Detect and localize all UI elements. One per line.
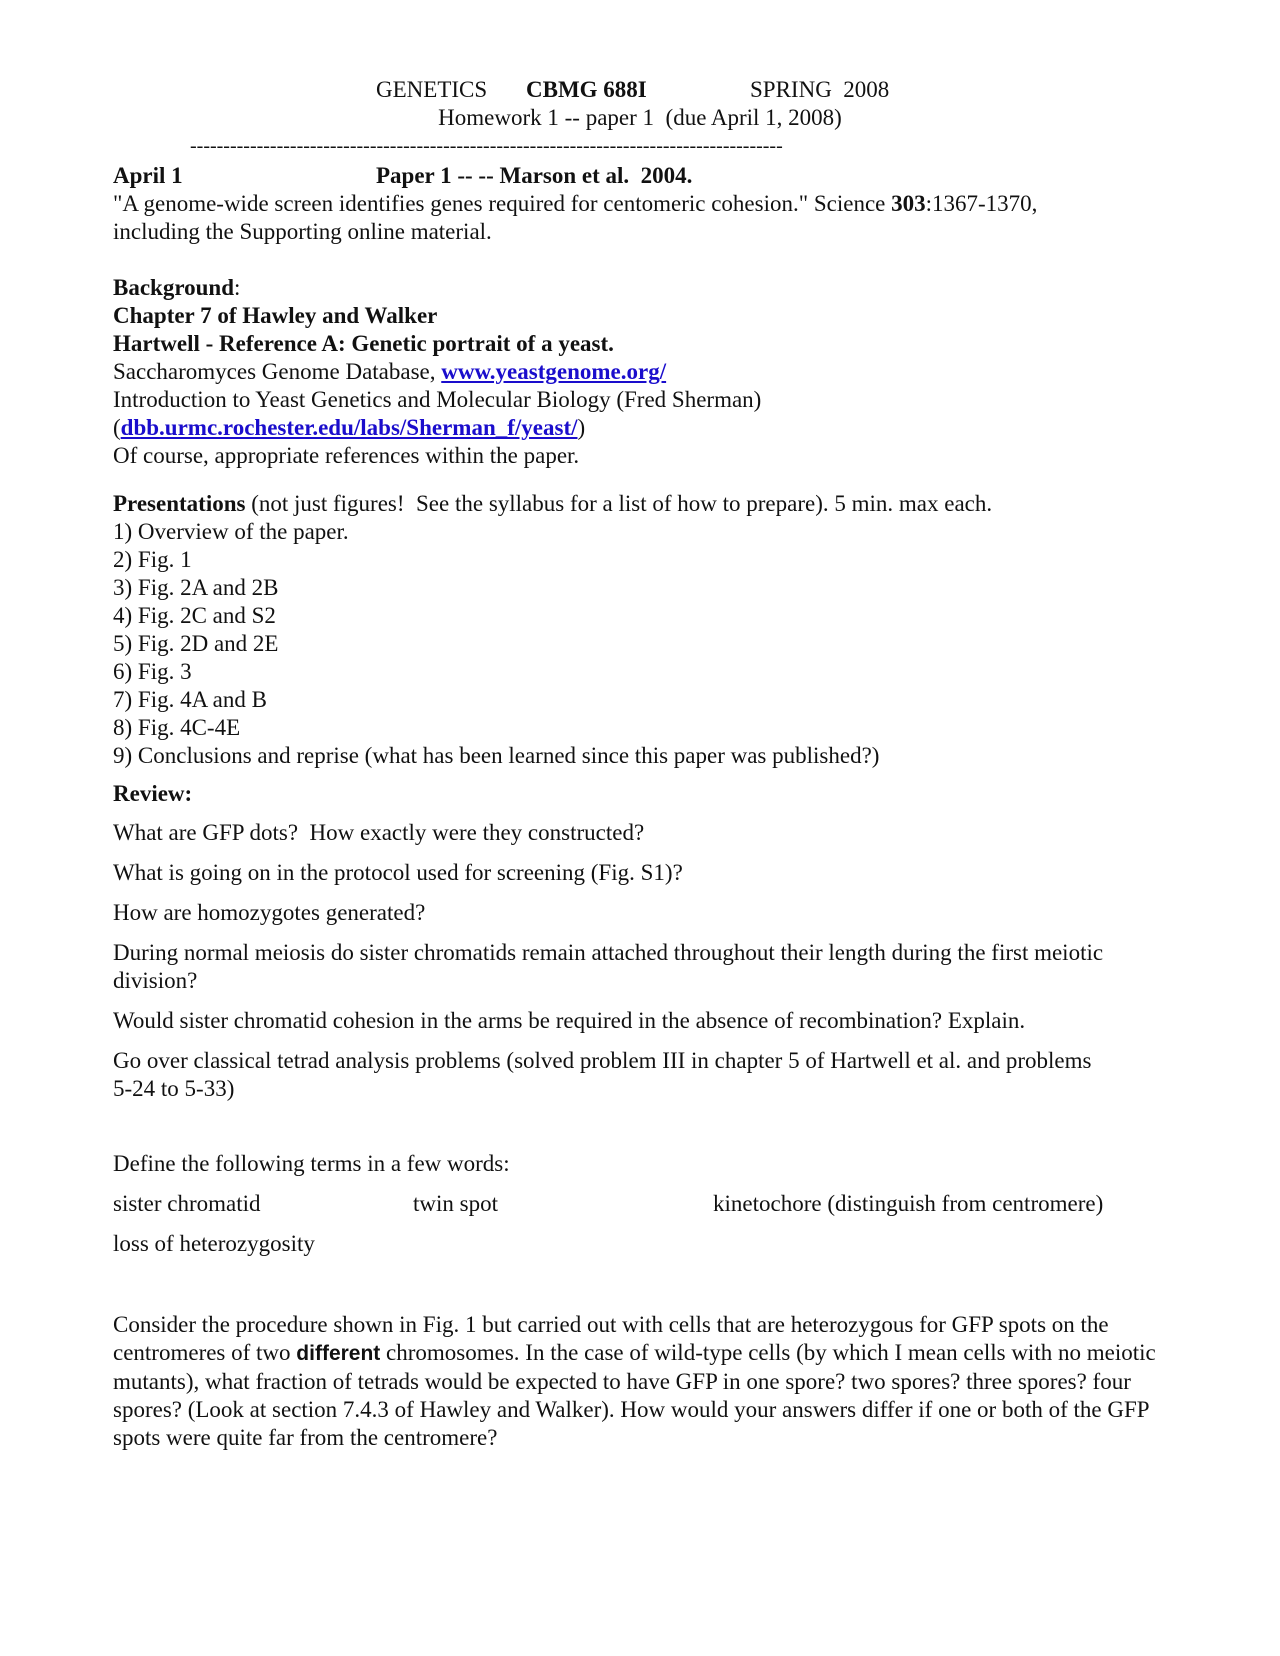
presentations-note: (not just figures! See the syllabus for a list of how to prepare). 5 min. max each. (245, 491, 993, 516)
background-item: Chapter 7 of Hawley and Walker (113, 303, 438, 328)
term-item: twin spot (413, 1191, 498, 1216)
review-question: During normal meiosis do sister chromatids remain attached throughout their length during the first meiotic division? (113, 940, 1104, 993)
presentation-item: 5) Fig. 2D and 2E (113, 631, 279, 656)
consider-bold: different (296, 1342, 381, 1365)
course-name: GENETICS (376, 77, 488, 102)
course-term: SPRING 2008 (750, 77, 890, 102)
background-item: Hartwell - Reference A: Genetic portrait of a yeast. (113, 331, 614, 356)
term-item: kinetochore (distinguish from centromere) (713, 1191, 1104, 1216)
review-heading: Review: (113, 781, 193, 806)
separator-rule: ----------------------------------------------------------------------------------------- (190, 135, 783, 157)
paren-open: ( (113, 415, 121, 440)
presentation-item: 8) Fig. 4C-4E (113, 715, 241, 740)
review-question: Go over classical tetrad analysis problems (solved problem III in chapter 5 of Hartwell et al. and problems 5-24 to 5-33) (113, 1048, 1092, 1101)
background-heading: Background (113, 275, 235, 300)
review-question: Would sister chromatid cohesion in the arms be required in the absence of recombination? Explain. (113, 1008, 1026, 1033)
citation-text: "A genome-wide screen identifies genes required for centomeric cohesion." Science (113, 191, 892, 216)
review-question: What are GFP dots? How exactly were they constructed? (113, 820, 645, 845)
review-question: What is going on in the protocol used for screening (Fig. S1)? (113, 860, 683, 885)
presentation-item: 2) Fig. 1 (113, 547, 192, 572)
citation-line2: including the Supporting online material. (113, 219, 492, 244)
citation-volume: 303 (891, 191, 926, 216)
term-item: sister chromatid (113, 1191, 261, 1216)
background-section (113, 274, 1193, 470)
terms-intro: Define the following terms in a few words: (113, 1151, 510, 1176)
presentations-section (113, 490, 1193, 770)
course-code: CBMG 688I (526, 77, 647, 102)
intro-text: Introduction to Yeast Genetics and Molecular Biology (Fred Sherman) (113, 387, 762, 412)
sherman-link[interactable]: dbb.urmc.rochester.edu/labs/Sherman_f/yeast/ (120, 415, 578, 440)
citation (113, 190, 1193, 246)
refs-text: Of course, appropriate references within the paper. (113, 443, 580, 468)
presentation-item: 9) Conclusions and reprise (what has been learned since this paper was published?) (113, 743, 880, 768)
paren-close: ) (577, 415, 586, 440)
presentations-heading: Presentations (113, 491, 246, 516)
presentation-item: 4) Fig. 2C and S2 (113, 603, 276, 628)
term-item: loss of heterozygosity (113, 1231, 315, 1256)
sgd-link[interactable]: www.yeastgenome.org/ (441, 359, 667, 384)
presentation-item: 6) Fig. 3 (113, 659, 192, 684)
paper-date: April 1 (113, 163, 183, 188)
consider-text-rest: chromosomes. In the case of wild-type cells (by which I mean cells with no meiotic mutants), what fraction of tetrads would be expected to have GFP in one spore? two spores? three spores? four spores? (Look at section 7.4.3 of Hawley and Walker). How would your answers differ if one or both of the GFP spots were quite far from the centromere? (113, 1340, 1156, 1450)
presentation-item: 3) Fig. 2A and 2B (113, 575, 279, 600)
citation-pages: :1367-1370, (925, 191, 1038, 216)
presentation-item: 7) Fig. 4A and B (113, 687, 267, 712)
review-question: How are homozygotes generated? (113, 900, 426, 925)
consider-text: Consider the procedure shown in Fig. 1 but carried out with cells that are heterozygous for GFP spots on the centromeres of two (113, 1312, 1109, 1365)
consider-paragraph (113, 1311, 1173, 1452)
presentation-item: 1) Overview of the paper. (113, 519, 349, 544)
paper-title: Paper 1 -- -- Marson et al. 2004. (376, 163, 693, 188)
sgd-text: Saccharomyces Genome Database, (113, 359, 442, 384)
homework-title: Homework 1 -- paper 1 (due April 1, 2008) (438, 105, 842, 130)
background-colon: : (234, 275, 241, 300)
